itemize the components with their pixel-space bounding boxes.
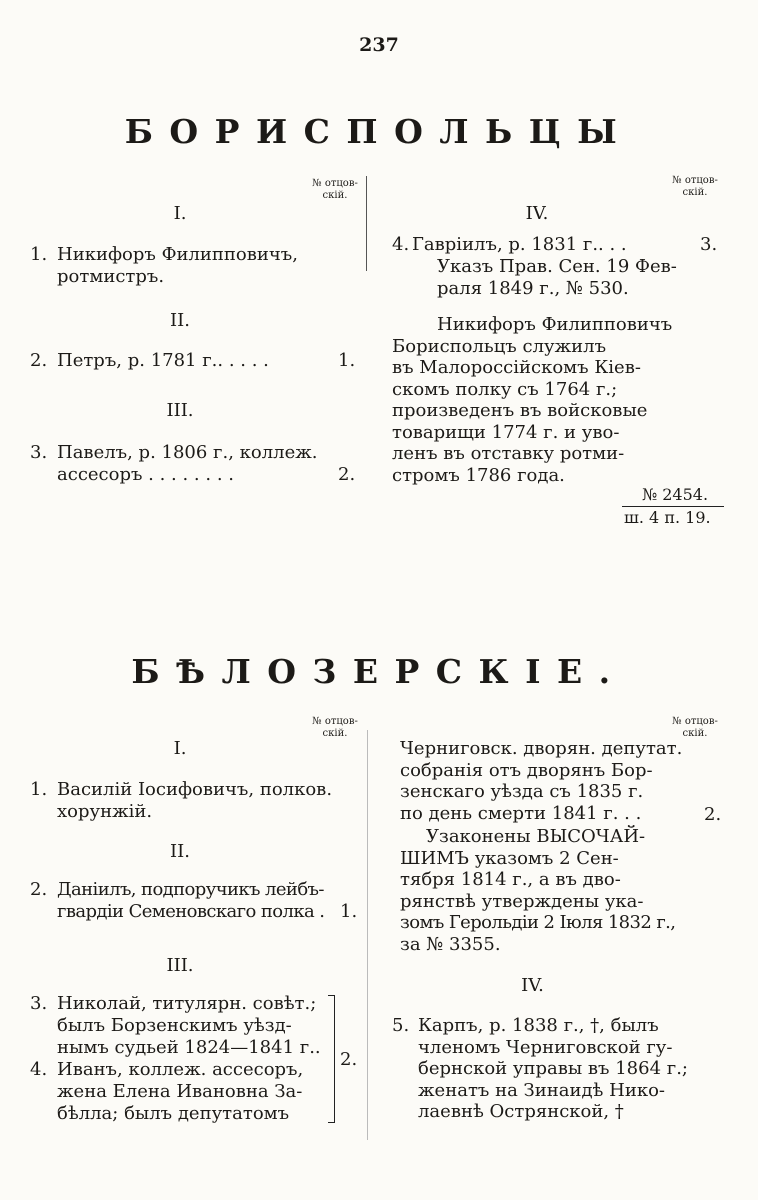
section1-title: БОРИСПОЛЬЦЫ xyxy=(124,112,634,151)
entry-5-line: Карпъ, р. 1838 г., †, былъ xyxy=(418,1015,659,1036)
continued-line: собранія отъ дворянъ Бор- xyxy=(400,759,653,781)
generation-3-label: III. xyxy=(166,955,194,976)
generation-4-label: IV. xyxy=(525,203,549,224)
entry-4-line2: жена Елена Ивановна За- xyxy=(57,1081,303,1102)
header-line: скій. xyxy=(322,728,348,739)
law-line: за № 3355. xyxy=(400,933,501,955)
entry-3-line2: былъ Борзенскимъ уѣзд- xyxy=(57,1015,292,1036)
entry-4-line3: бѣлла; былъ депутатомъ xyxy=(57,1103,290,1124)
law-line: тября 1814 г., а въ дво- xyxy=(400,869,621,890)
note-line: произведенъ въ войсковые xyxy=(392,400,648,421)
entry-5-line: женатъ на Зинаидѣ Нико- xyxy=(418,1079,665,1101)
entry-2-parent-ref: 1. xyxy=(340,901,358,922)
generation-2-label: II. xyxy=(170,841,190,862)
entry-4-line1: Иванъ, коллеж. ассесоръ, xyxy=(57,1059,304,1080)
section1-left-header xyxy=(300,178,370,202)
entry-2-line2: гвардіи Семеновскаго полка . xyxy=(57,901,325,922)
entry-5-line: лаевнѣ Острянской, † xyxy=(418,1101,624,1122)
entry-1-number: 1. xyxy=(30,244,48,265)
generation-4-label: IV. xyxy=(521,975,544,996)
column-rule xyxy=(367,730,368,1140)
document-number: № 2454. xyxy=(642,485,709,504)
archive-location: ш. 4 п. 19. xyxy=(624,508,711,527)
header-line: скій. xyxy=(682,728,708,739)
continued-parent-ref: 2. xyxy=(704,804,722,825)
entry-3-line1: Павелъ, р. 1806 г., коллеж. xyxy=(57,442,318,463)
law-line: ШИМЪ указомъ 2 Сен- xyxy=(400,847,619,869)
header-line: № отцов- xyxy=(672,716,718,727)
entry-4-parent-ref: 3. xyxy=(700,234,718,255)
entry-3-number: 3. xyxy=(30,442,48,463)
section2-left-header xyxy=(300,716,370,740)
entry-4-line3: раля 1849 г., № 530. xyxy=(437,278,629,299)
header-line: № отцов- xyxy=(312,716,358,727)
header-line: скій. xyxy=(322,190,348,201)
entry-1-number: 1. xyxy=(30,779,48,800)
section1-right-header xyxy=(660,175,730,199)
entry-4-line2: Указъ Прав. Сен. 19 Фев- xyxy=(437,256,677,277)
law-line: зомъ Герольдіи 2 Іюля 1832 г., xyxy=(400,912,676,933)
continued-text xyxy=(400,738,682,824)
section2-right-header xyxy=(660,716,730,740)
note-line: стромъ 1786 года. xyxy=(392,464,565,486)
entry-5-line: членомъ Черниговской гу- xyxy=(418,1036,673,1058)
entry-2-number: 2. xyxy=(30,350,48,371)
law-line: Узаконены ВЫСОЧАЙ- xyxy=(426,826,646,847)
entry-5-text xyxy=(418,1015,688,1123)
continued-line: по день смерти 1841 г. . . xyxy=(400,802,642,824)
header-line: № отцов- xyxy=(672,175,718,186)
entry-3-line2: ассесоръ . . . . . . . . xyxy=(57,464,234,485)
entry-3-line3: нымъ судьей 1824—1841 г.. xyxy=(57,1037,321,1058)
note-line: Никифоръ Филипповичъ xyxy=(437,314,673,335)
shared-parent-ref: 2. xyxy=(340,1049,358,1070)
entry-4-number: 4. xyxy=(30,1059,48,1080)
entry-3-parent-ref: 2. xyxy=(338,464,356,485)
generation-3-label: III. xyxy=(166,400,194,421)
header-line: скій. xyxy=(682,187,708,198)
entry-1-line1: Никифоръ Филипповичъ, xyxy=(57,244,298,265)
note-line: ленъ въ отставку ротми- xyxy=(392,443,625,464)
generation-1-label: I. xyxy=(173,738,187,759)
header-line: № отцов- xyxy=(312,178,358,189)
entry-3-number: 3. xyxy=(30,993,48,1014)
column-rule xyxy=(366,176,367,271)
entry-2-text: Петръ, р. 1781 г.. . . . . xyxy=(57,350,269,371)
generation-1-label: I. xyxy=(173,203,187,224)
biographical-note xyxy=(392,314,712,486)
entry-1-line1: Василій Іосифовичъ, полков. xyxy=(57,779,333,800)
entry-4-line1: Гавріилъ, р. 1831 г.. . . xyxy=(412,234,627,255)
note-line: въ Малороссійскомъ Кіев- xyxy=(392,357,641,378)
entry-1-line2: ротмистръ. xyxy=(57,266,165,287)
generation-2-label: II. xyxy=(170,310,190,331)
note-line: Бориспольцъ служилъ xyxy=(392,335,607,357)
continued-line: зенскаго уѣзда съ 1835 г. xyxy=(400,781,644,802)
entry-1-line2: хорунжій. xyxy=(57,801,153,822)
entry-3-line1: Николай, титулярн. совѣт.; xyxy=(57,993,317,1014)
ennoblement-note xyxy=(400,826,675,955)
note-line: скомъ полку съ 1764 г.; xyxy=(392,378,618,400)
entry-4-number: 4. xyxy=(392,234,410,255)
entry-2-line1: Даніилъ, подпоручикъ лейбъ- xyxy=(57,879,324,900)
law-line: рянствѣ утверждены ука- xyxy=(400,890,644,912)
shared-parent-bracket xyxy=(328,995,335,1123)
entry-5-number: 5. xyxy=(392,1015,410,1036)
entry-2-number: 2. xyxy=(30,879,48,900)
continued-line: Черниговск. дворян. депутат. xyxy=(400,738,683,759)
entry-2-parent-ref: 1. xyxy=(338,350,356,371)
entry-5-line: бернской управы въ 1864 г.; xyxy=(418,1058,688,1079)
page-number: 237 xyxy=(359,34,399,56)
note-line: товарищи 1774 г. и уво- xyxy=(392,421,620,443)
section2-title: БѢЛОЗЕРСКІЕ. xyxy=(131,652,627,691)
